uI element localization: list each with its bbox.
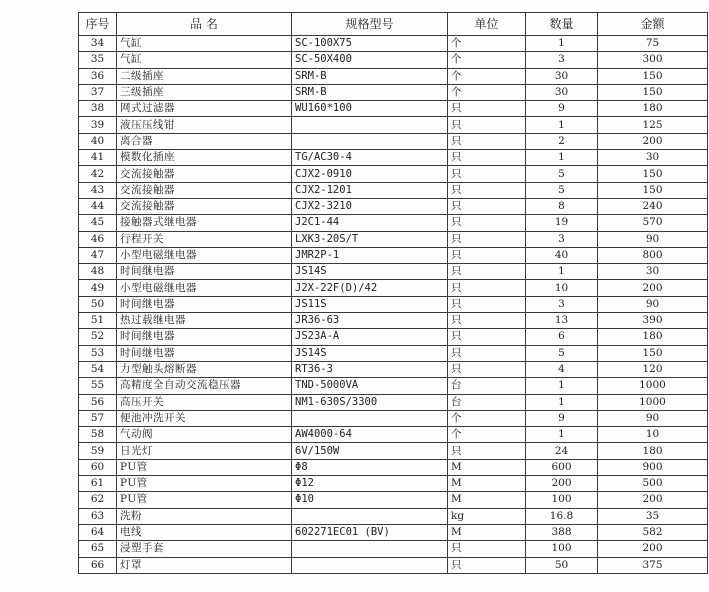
row-qty: 13 bbox=[526, 313, 598, 329]
row-unit: 只 bbox=[448, 150, 526, 166]
row-amount: 35 bbox=[598, 508, 708, 524]
row-unit: 只 bbox=[448, 166, 526, 182]
row-qty: 100 bbox=[526, 492, 598, 508]
row-spec: TG/AC30-4 bbox=[292, 150, 448, 166]
row-name: 行程开关 bbox=[117, 231, 292, 247]
row-amount: 240 bbox=[598, 198, 708, 214]
row-no: 49 bbox=[79, 280, 117, 296]
row-amount: 300 bbox=[598, 52, 708, 68]
header-spec: 规格型号 bbox=[292, 13, 448, 36]
row-unit: 只 bbox=[448, 101, 526, 117]
row-amount: 200 bbox=[598, 280, 708, 296]
row-spec: NM1-630S/3300 bbox=[292, 394, 448, 410]
row-name: 接触器式继电器 bbox=[117, 215, 292, 231]
row-spec: LXK3-20S/T bbox=[292, 231, 448, 247]
row-no: 60 bbox=[79, 459, 117, 475]
row-qty: 1 bbox=[526, 36, 598, 52]
row-qty: 9 bbox=[526, 101, 598, 117]
row-unit: 只 bbox=[448, 231, 526, 247]
table-row bbox=[79, 101, 708, 117]
row-unit: 只 bbox=[448, 361, 526, 377]
row-no: 58 bbox=[79, 427, 117, 443]
table-row bbox=[79, 166, 708, 182]
row-amount: 150 bbox=[598, 182, 708, 198]
row-amount: 30 bbox=[598, 264, 708, 280]
row-name: 时间继电器 bbox=[117, 345, 292, 361]
row-unit: 只 bbox=[448, 247, 526, 263]
table-row bbox=[79, 182, 708, 198]
row-unit: M bbox=[448, 524, 526, 540]
row-qty: 10 bbox=[526, 280, 598, 296]
row-spec: CJX2-0910 bbox=[292, 166, 448, 182]
row-unit: 台 bbox=[448, 378, 526, 394]
row-no: 50 bbox=[79, 296, 117, 312]
row-spec: Φ10 bbox=[292, 492, 448, 508]
table-row bbox=[79, 345, 708, 361]
row-name: 交流接触器 bbox=[117, 166, 292, 182]
row-amount: 180 bbox=[598, 443, 708, 459]
row-amount: 800 bbox=[598, 247, 708, 263]
row-spec bbox=[292, 508, 448, 524]
row-name: PU管 bbox=[117, 459, 292, 475]
row-spec: 602271EC01 (BV) bbox=[292, 524, 448, 540]
row-no: 51 bbox=[79, 313, 117, 329]
row-qty: 50 bbox=[526, 557, 598, 573]
row-no: 39 bbox=[79, 117, 117, 133]
row-unit: 只 bbox=[448, 541, 526, 557]
header-no: 序号 bbox=[79, 13, 117, 36]
row-no: 61 bbox=[79, 476, 117, 492]
row-name: 液压压线钳 bbox=[117, 117, 292, 133]
row-name: 小型电磁继电器 bbox=[117, 247, 292, 263]
table-row bbox=[79, 557, 708, 573]
row-unit: 只 bbox=[448, 329, 526, 345]
row-qty: 30 bbox=[526, 84, 598, 100]
row-amount: 1000 bbox=[598, 394, 708, 410]
row-spec: JMR2P-1 bbox=[292, 247, 448, 263]
row-no: 37 bbox=[79, 84, 117, 100]
row-unit: 台 bbox=[448, 394, 526, 410]
row-unit: 只 bbox=[448, 198, 526, 214]
table-row bbox=[79, 541, 708, 557]
row-qty: 3 bbox=[526, 231, 598, 247]
row-name: 灯罩 bbox=[117, 557, 292, 573]
row-qty: 1 bbox=[526, 427, 598, 443]
row-qty: 16.8 bbox=[526, 508, 598, 524]
row-spec: CJX2-3210 bbox=[292, 198, 448, 214]
row-no: 59 bbox=[79, 443, 117, 459]
row-amount: 900 bbox=[598, 459, 708, 475]
row-spec: CJX2-1201 bbox=[292, 182, 448, 198]
row-unit: 只 bbox=[448, 264, 526, 280]
row-name: 时间继电器 bbox=[117, 296, 292, 312]
row-amount: 582 bbox=[598, 524, 708, 540]
row-amount: 180 bbox=[598, 101, 708, 117]
row-unit: 个 bbox=[448, 52, 526, 68]
table-row bbox=[79, 133, 708, 149]
row-no: 35 bbox=[79, 52, 117, 68]
row-name: 网式过滤器 bbox=[117, 101, 292, 117]
row-unit: 只 bbox=[448, 313, 526, 329]
row-qty: 1 bbox=[526, 117, 598, 133]
row-unit: 只 bbox=[448, 557, 526, 573]
row-no: 53 bbox=[79, 345, 117, 361]
row-amount: 90 bbox=[598, 410, 708, 426]
inventory-table bbox=[78, 12, 708, 574]
row-amount: 120 bbox=[598, 361, 708, 377]
row-qty: 100 bbox=[526, 541, 598, 557]
table-row bbox=[79, 280, 708, 296]
row-name: PU管 bbox=[117, 476, 292, 492]
row-qty: 4 bbox=[526, 361, 598, 377]
row-unit: 只 bbox=[448, 345, 526, 361]
row-amount: 30 bbox=[598, 150, 708, 166]
row-spec bbox=[292, 133, 448, 149]
row-amount: 150 bbox=[598, 68, 708, 84]
header-amount: 金额 bbox=[598, 13, 708, 36]
row-spec: WU160*100 bbox=[292, 101, 448, 117]
row-unit: M bbox=[448, 492, 526, 508]
row-name: PU管 bbox=[117, 492, 292, 508]
table-row bbox=[79, 329, 708, 345]
row-unit: M bbox=[448, 476, 526, 492]
row-qty: 1 bbox=[526, 264, 598, 280]
row-no: 57 bbox=[79, 410, 117, 426]
row-amount: 150 bbox=[598, 345, 708, 361]
row-spec bbox=[292, 541, 448, 557]
row-amount: 390 bbox=[598, 313, 708, 329]
header-qty: 数量 bbox=[526, 13, 598, 36]
row-name: 气缸 bbox=[117, 52, 292, 68]
row-amount: 570 bbox=[598, 215, 708, 231]
row-no: 66 bbox=[79, 557, 117, 573]
row-qty: 3 bbox=[526, 296, 598, 312]
row-no: 47 bbox=[79, 247, 117, 263]
row-no: 63 bbox=[79, 508, 117, 524]
row-amount: 150 bbox=[598, 166, 708, 182]
row-name: 气缸 bbox=[117, 36, 292, 52]
table-row bbox=[79, 36, 708, 52]
table-body bbox=[79, 36, 708, 574]
header-row bbox=[79, 13, 708, 36]
row-name: 模数化插座 bbox=[117, 150, 292, 166]
row-qty: 3 bbox=[526, 52, 598, 68]
row-unit: 个 bbox=[448, 427, 526, 443]
row-spec bbox=[292, 117, 448, 133]
row-unit: 只 bbox=[448, 296, 526, 312]
row-amount: 10 bbox=[598, 427, 708, 443]
row-name: 三级插座 bbox=[117, 84, 292, 100]
row-amount: 375 bbox=[598, 557, 708, 573]
row-no: 36 bbox=[79, 68, 117, 84]
table-row bbox=[79, 68, 708, 84]
row-amount: 500 bbox=[598, 476, 708, 492]
table-row bbox=[79, 117, 708, 133]
table-row bbox=[79, 524, 708, 540]
table-row bbox=[79, 410, 708, 426]
row-no: 42 bbox=[79, 166, 117, 182]
row-spec: SRM-B bbox=[292, 68, 448, 84]
row-no: 56 bbox=[79, 394, 117, 410]
row-spec: 6V/150W bbox=[292, 443, 448, 459]
row-amount: 200 bbox=[598, 541, 708, 557]
row-unit: 只 bbox=[448, 182, 526, 198]
row-name: 洗粉 bbox=[117, 508, 292, 524]
row-unit: 只 bbox=[448, 215, 526, 231]
row-qty: 1 bbox=[526, 150, 598, 166]
row-no: 38 bbox=[79, 101, 117, 117]
row-unit: 个 bbox=[448, 68, 526, 84]
row-name: 热过载继电器 bbox=[117, 313, 292, 329]
row-qty: 40 bbox=[526, 247, 598, 263]
table-row bbox=[79, 296, 708, 312]
table-row bbox=[79, 264, 708, 280]
row-unit: 个 bbox=[448, 84, 526, 100]
row-amount: 1000 bbox=[598, 378, 708, 394]
row-name: 电线 bbox=[117, 524, 292, 540]
table-row bbox=[79, 231, 708, 247]
row-name: 时间继电器 bbox=[117, 264, 292, 280]
row-qty: 19 bbox=[526, 215, 598, 231]
row-unit: 只 bbox=[448, 117, 526, 133]
row-amount: 90 bbox=[598, 296, 708, 312]
row-amount: 200 bbox=[598, 492, 708, 508]
row-spec: Φ8 bbox=[292, 459, 448, 475]
table-row bbox=[79, 394, 708, 410]
row-spec: JS14S bbox=[292, 345, 448, 361]
row-name: 高压开关 bbox=[117, 394, 292, 410]
table-row bbox=[79, 427, 708, 443]
row-spec: JR36-63 bbox=[292, 313, 448, 329]
row-name: 便池冲洗开关 bbox=[117, 410, 292, 426]
table-row bbox=[79, 443, 708, 459]
table-row bbox=[79, 150, 708, 166]
row-qty: 1 bbox=[526, 378, 598, 394]
row-no: 45 bbox=[79, 215, 117, 231]
row-unit: kg bbox=[448, 508, 526, 524]
row-qty: 600 bbox=[526, 459, 598, 475]
row-no: 48 bbox=[79, 264, 117, 280]
row-amount: 125 bbox=[598, 117, 708, 133]
row-no: 43 bbox=[79, 182, 117, 198]
row-qty: 5 bbox=[526, 345, 598, 361]
row-spec: J2C1-44 bbox=[292, 215, 448, 231]
row-name: 气动阀 bbox=[117, 427, 292, 443]
table-row bbox=[79, 459, 708, 475]
row-no: 40 bbox=[79, 133, 117, 149]
row-spec: AW4000-64 bbox=[292, 427, 448, 443]
row-name: 高精度全自动交流稳压器 bbox=[117, 378, 292, 394]
row-qty: 5 bbox=[526, 166, 598, 182]
row-amount: 150 bbox=[598, 84, 708, 100]
row-name: 交流接触器 bbox=[117, 182, 292, 198]
row-no: 62 bbox=[79, 492, 117, 508]
row-name: 小型电磁继电器 bbox=[117, 280, 292, 296]
row-unit: 只 bbox=[448, 280, 526, 296]
row-no: 65 bbox=[79, 541, 117, 557]
row-name: 力型触头熔断器 bbox=[117, 361, 292, 377]
row-no: 41 bbox=[79, 150, 117, 166]
row-name: 二级插座 bbox=[117, 68, 292, 84]
row-amount: 75 bbox=[598, 36, 708, 52]
row-unit: M bbox=[448, 459, 526, 475]
row-spec: SC-100X75 bbox=[292, 36, 448, 52]
row-spec bbox=[292, 410, 448, 426]
row-amount: 180 bbox=[598, 329, 708, 345]
table-row bbox=[79, 508, 708, 524]
row-no: 54 bbox=[79, 361, 117, 377]
table-row bbox=[79, 84, 708, 100]
table-row bbox=[79, 52, 708, 68]
row-qty: 5 bbox=[526, 182, 598, 198]
row-qty: 1 bbox=[526, 394, 598, 410]
row-no: 52 bbox=[79, 329, 117, 345]
row-amount: 200 bbox=[598, 133, 708, 149]
row-qty: 9 bbox=[526, 410, 598, 426]
row-name: 交流接触器 bbox=[117, 198, 292, 214]
row-amount: 90 bbox=[598, 231, 708, 247]
row-name: 时间继电器 bbox=[117, 329, 292, 345]
row-qty: 8 bbox=[526, 198, 598, 214]
row-qty: 30 bbox=[526, 68, 598, 84]
row-name: 离合器 bbox=[117, 133, 292, 149]
table-row bbox=[79, 361, 708, 377]
row-qty: 2 bbox=[526, 133, 598, 149]
row-no: 44 bbox=[79, 198, 117, 214]
header-name: 品 名 bbox=[117, 13, 292, 36]
table-row bbox=[79, 313, 708, 329]
row-spec: SC-50X400 bbox=[292, 52, 448, 68]
row-spec: JS23A-A bbox=[292, 329, 448, 345]
row-spec: RT36-3 bbox=[292, 361, 448, 377]
table-row bbox=[79, 492, 708, 508]
table-row bbox=[79, 476, 708, 492]
row-no: 34 bbox=[79, 36, 117, 52]
table-row bbox=[79, 378, 708, 394]
row-no: 64 bbox=[79, 524, 117, 540]
row-unit: 个 bbox=[448, 36, 526, 52]
row-spec: Φ12 bbox=[292, 476, 448, 492]
row-qty: 24 bbox=[526, 443, 598, 459]
row-unit: 个 bbox=[448, 410, 526, 426]
row-unit: 只 bbox=[448, 133, 526, 149]
row-qty: 388 bbox=[526, 524, 598, 540]
row-unit: 只 bbox=[448, 443, 526, 459]
row-no: 46 bbox=[79, 231, 117, 247]
row-qty: 6 bbox=[526, 329, 598, 345]
row-spec bbox=[292, 557, 448, 573]
row-no: 55 bbox=[79, 378, 117, 394]
table-row bbox=[79, 215, 708, 231]
row-spec: JS11S bbox=[292, 296, 448, 312]
header-unit: 单位 bbox=[448, 13, 526, 36]
table-row bbox=[79, 247, 708, 263]
row-name: 浸塑手套 bbox=[117, 541, 292, 557]
row-name: 日光灯 bbox=[117, 443, 292, 459]
row-spec: TND-5000VA bbox=[292, 378, 448, 394]
row-spec: J2X-22F(D)/42 bbox=[292, 280, 448, 296]
row-qty: 200 bbox=[526, 476, 598, 492]
row-spec: SRM-B bbox=[292, 84, 448, 100]
table-row bbox=[79, 198, 708, 214]
row-spec: JS14S bbox=[292, 264, 448, 280]
